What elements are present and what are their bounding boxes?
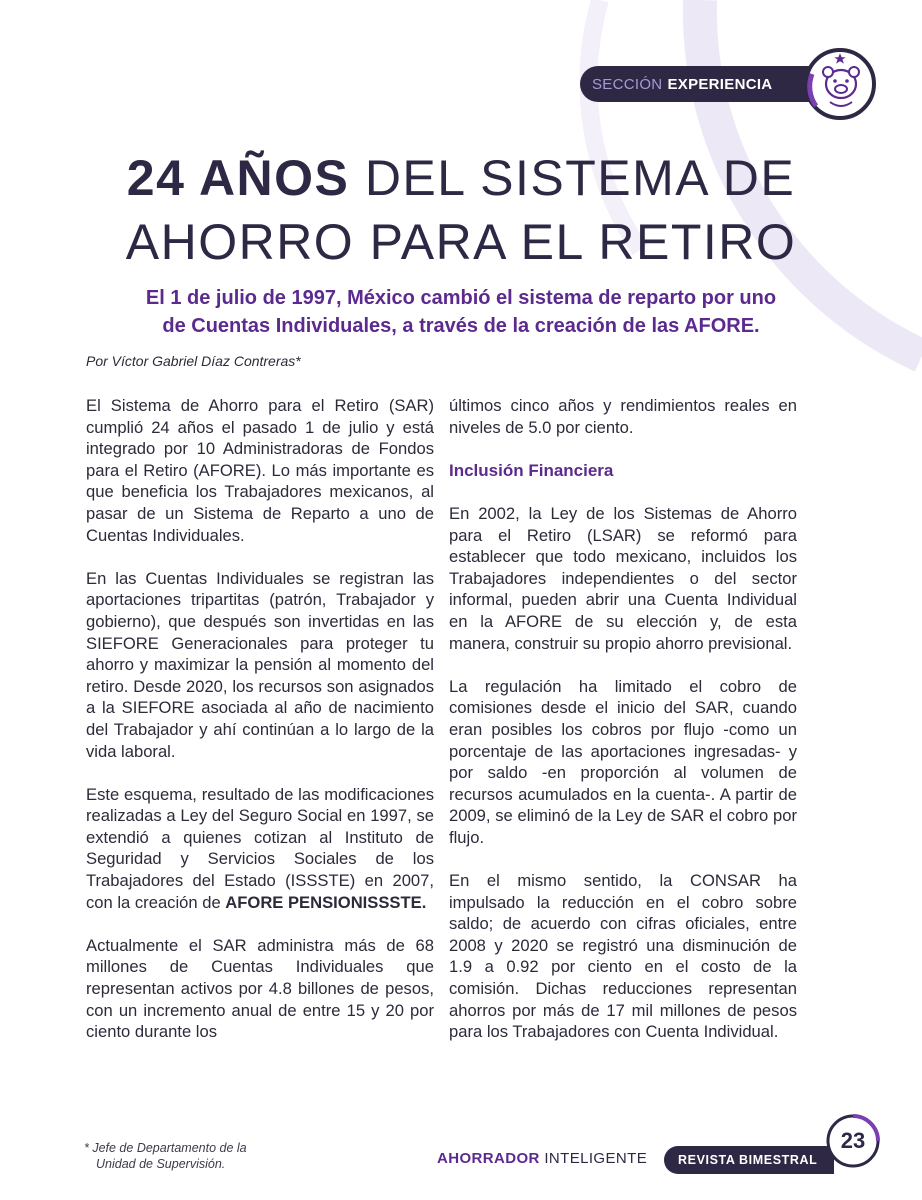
- paragraph: últimos cinco años y rendimientos reales en niveles de 5.0 por ciento.: [449, 396, 797, 437]
- title-line-2: AHORRO PARA EL RETIRO: [125, 214, 797, 270]
- section-label-bold: EXPERIENCIA: [667, 75, 773, 93]
- paragraph-bold-text: AFORE PENSIONISSSTE.: [225, 892, 427, 912]
- page-number: 23: [840, 1128, 866, 1153]
- right-column: [449, 395, 797, 1064]
- section-label-light: SECCIÓN: [592, 75, 663, 93]
- left-column: [86, 395, 434, 1064]
- piggy-mascot-icon: [800, 44, 880, 124]
- footnote: [84, 1140, 344, 1172]
- footnote-line-1: * Jefe de Departamento de la: [84, 1141, 247, 1155]
- footer-brand-bold: AHORRADOR: [437, 1150, 540, 1167]
- footnote-line-2: Unidad de Supervisión.: [96, 1157, 226, 1171]
- subtitle: [60, 284, 862, 340]
- paragraph: [86, 784, 434, 914]
- title-line-1: [0, 146, 922, 210]
- paragraph: En 2002, la Ley de los Sistemas de Ahorro para el Retiro (LSAR) se reformó para establecer que todo mexicano, incluidos los Trabajadores independientes o del sector informal, pueden abrir una Cuenta Individual en la AFORE de su elección y, de esta manera, construir su propio ahorro previsional.: [449, 503, 797, 653]
- section-heading: Inclusión Financiera: [449, 460, 614, 480]
- subtitle-line-2: de Cuentas Individuales, a través de la creación de las AFORE.: [162, 315, 760, 337]
- paragraph: En las Cuentas Individuales se registran las aportaciones tripartitas (patrón, Trabajador y gobierno), que después son invertidas en las SIEFORE Generacionales para proteger tu ahorro y maximizar la pensión al momento del retiro. Desde 2020, los recursos son asignados a la SIEFORE asociada al año de nacimiento del Trabajador y ahí continúan a lo largo de la vida laboral.: [86, 568, 434, 761]
- footer-brand-rest: INTELIGENTE: [544, 1150, 648, 1167]
- paragraph: La regulación ha limitado el cobro de comisiones desde el inicio del SAR, cuando eran posibles los cobros por flujo -como un porcentaje de las aportaciones ingresadas- y por saldo -en proporción al volumen de recursos acumulados en la cuenta-. A partir de 2009, se eliminó de la Ley de SAR el cobro por flujo.: [449, 676, 797, 847]
- title-rest-line-1: DEL SISTEMA DE: [364, 150, 796, 206]
- footer-pill: REVISTA BIMESTRAL: [664, 1146, 834, 1174]
- paragraph: En el mismo sentido, la CONSAR ha impulsado la reducción en el cobro sobre saldo; de acuerdo con cifras oficiales, entre 2008 y 2020 se registró una disminución de 1.9 a 0.92 por ciento en el costo de la comisión. Dichas reducciones representan ahorros por más de 17 mil millones de pesos para los Trabajadores con Cuenta Individual.: [449, 871, 797, 1042]
- subtitle-line-1: El 1 de julio de 1997, México cambió el sistema de reparto por uno: [145, 287, 777, 309]
- title-strong: 24 AÑOS: [126, 150, 350, 206]
- footer-brand: [437, 1150, 647, 1167]
- section-tag: [580, 66, 812, 102]
- page-title: [0, 146, 922, 274]
- paragraph: Actualmente el SAR administra más de 68 millones de Cuentas Individuales que representan activos por 4.8 billones de pesos, con un incremento anual de entre 15 y 20 por ciento durante los: [86, 935, 434, 1042]
- paragraph: El Sistema de Ahorro para el Retiro (SAR) cumplió 24 años el pasado 1 de julio y está integrado por 10 Administradoras de Fondos para el Retiro (AFORE). Lo más importante es que beneficia los Trabajadores mexicanos, al pasar de un Sistema de Reparto a uno de Cuentas Individuales.: [86, 396, 434, 545]
- paragraph-text: Este esquema, resultado de las modificaciones realizadas a Ley del Seguro Social en 1997, se extendió a quienes cotizan al Instituto de Seguridad y Servicios Sociales de los Trabajadores del Estado (ISSSTE) en 2007, con la creación de: [86, 784, 434, 912]
- author-byline: Por Víctor Gabriel Díaz Contreras*: [86, 353, 301, 369]
